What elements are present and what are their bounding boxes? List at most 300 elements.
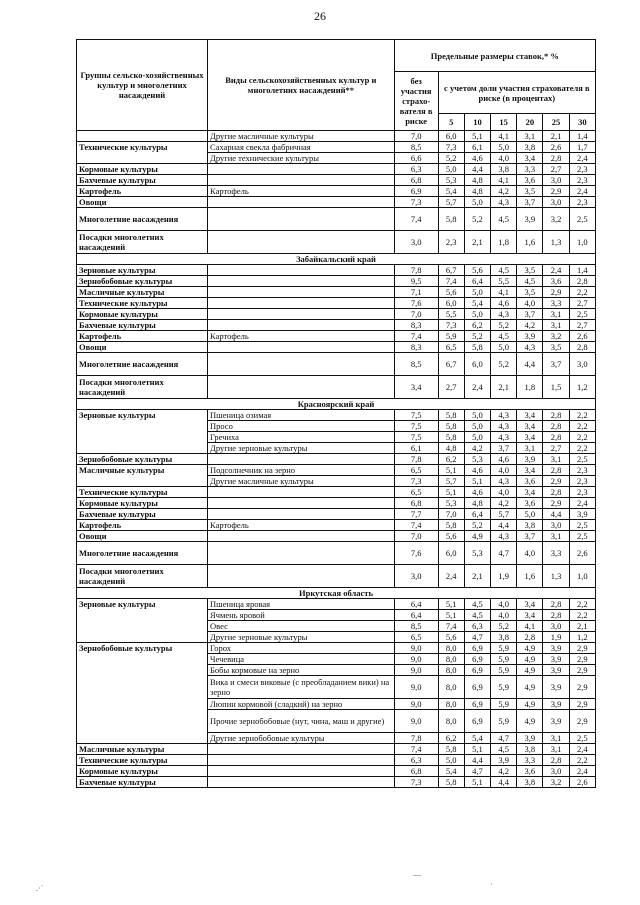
insurance-rates-table bbox=[76, 39, 596, 788]
rate-value: 3,5 bbox=[517, 265, 543, 276]
rate-value: 1,9 bbox=[491, 565, 517, 588]
scan-mark: — bbox=[413, 870, 421, 879]
table-row bbox=[77, 777, 596, 788]
rate-value: 4,3 bbox=[491, 432, 517, 443]
rate-value: 3,3 bbox=[517, 755, 543, 766]
rate-value: 2,4 bbox=[569, 766, 595, 777]
rate-value: 5,2 bbox=[438, 153, 464, 164]
rate-value: 3,9 bbox=[543, 710, 569, 733]
rate-no-participation: 7,7 bbox=[394, 509, 438, 520]
rate-no-participation: 6,6 bbox=[394, 153, 438, 164]
rate-value: 4,6 bbox=[464, 487, 490, 498]
rate-no-participation: 8,5 bbox=[394, 353, 438, 376]
crop-group: Овощи bbox=[77, 342, 208, 353]
rate-value: 8,0 bbox=[438, 654, 464, 665]
rate-value: 3,4 bbox=[517, 610, 543, 621]
rate-value: 3,9 bbox=[543, 654, 569, 665]
crop-type: Другие масличные культуры bbox=[208, 131, 395, 142]
crop-type bbox=[208, 487, 395, 498]
rate-value: 7,4 bbox=[438, 621, 464, 632]
rate-value: 3,6 bbox=[517, 498, 543, 509]
table-row bbox=[77, 599, 596, 610]
rate-value: 4,5 bbox=[491, 744, 517, 755]
rate-value: 1,7 bbox=[569, 142, 595, 153]
rate-value: 5,6 bbox=[438, 287, 464, 298]
scan-mark: · bbox=[490, 880, 493, 889]
crop-group: Многолетние насаждения bbox=[77, 353, 208, 376]
rate-value: 8,0 bbox=[438, 710, 464, 733]
rate-value: 2,8 bbox=[543, 755, 569, 766]
rate-value: 5,8 bbox=[438, 520, 464, 531]
rate-value: 1,3 bbox=[543, 231, 569, 254]
crop-group: Масличные культуры bbox=[77, 744, 208, 755]
rate-value: 2,9 bbox=[543, 476, 569, 487]
rate-value: 4,0 bbox=[491, 610, 517, 621]
rate-value: 3,8 bbox=[491, 632, 517, 643]
rate-value: 3,0 bbox=[543, 175, 569, 186]
rate-value: 7,3 bbox=[438, 142, 464, 153]
rate-value: 5,0 bbox=[491, 342, 517, 353]
rate-value: 5,5 bbox=[491, 276, 517, 287]
table-row bbox=[77, 643, 596, 654]
rate-value: 2,5 bbox=[569, 733, 595, 744]
rate-value: 4,6 bbox=[464, 465, 490, 476]
crop-group: Технические культуры bbox=[77, 298, 208, 309]
crop-group: Зернобобовые культуры bbox=[77, 454, 208, 465]
rate-value: 4,8 bbox=[464, 175, 490, 186]
table-row bbox=[77, 342, 596, 353]
rate-value: 3,1 bbox=[543, 454, 569, 465]
rate-value: 2,3 bbox=[438, 231, 464, 254]
rate-value: 5,8 bbox=[438, 777, 464, 788]
rate-value: 6,1 bbox=[464, 142, 490, 153]
crop-group: Технические культуры bbox=[77, 487, 208, 498]
crop-type: Другие масличные культуры bbox=[208, 476, 395, 487]
rate-value: 4,1 bbox=[517, 621, 543, 632]
rate-value: 5,9 bbox=[491, 654, 517, 665]
crop-group: Бахчевые культуры bbox=[77, 175, 208, 186]
crop-group: Посадки многолетних насаждений bbox=[77, 231, 208, 254]
rate-no-participation: 7,8 bbox=[394, 265, 438, 276]
rate-value: 5,5 bbox=[438, 309, 464, 320]
rate-value: 4,6 bbox=[491, 298, 517, 309]
rate-value: 3,9 bbox=[517, 454, 543, 465]
rate-value: 3,3 bbox=[543, 298, 569, 309]
region-name: Забайкальский край bbox=[77, 254, 596, 265]
table-row bbox=[77, 164, 596, 175]
rate-value: 2,9 bbox=[569, 643, 595, 654]
rate-value: 5,0 bbox=[438, 164, 464, 175]
crop-type: Прочие зернобобовые (нут, чина, маш и другие) bbox=[208, 710, 395, 733]
rate-value: 2,1 bbox=[464, 231, 490, 254]
rate-value: 5,4 bbox=[438, 186, 464, 197]
rate-value: 1,4 bbox=[569, 131, 595, 142]
rate-value: 3,1 bbox=[543, 733, 569, 744]
table-row bbox=[77, 276, 596, 287]
rate-value: 3,0 bbox=[543, 766, 569, 777]
crop-type: Сахарная свекла фабричная bbox=[208, 142, 395, 153]
rate-value: 2,8 bbox=[543, 432, 569, 443]
rate-value: 3,9 bbox=[517, 733, 543, 744]
rate-value: 3,4 bbox=[517, 421, 543, 432]
rate-value: 3,7 bbox=[491, 443, 517, 454]
rate-value: 3,5 bbox=[517, 186, 543, 197]
rate-no-participation: 8,3 bbox=[394, 320, 438, 331]
rate-value: 3,9 bbox=[543, 676, 569, 699]
rate-value: 2,9 bbox=[569, 654, 595, 665]
crop-type bbox=[208, 208, 395, 231]
rate-value: 4,2 bbox=[491, 498, 517, 509]
table-row bbox=[77, 410, 596, 421]
rate-value: 3,1 bbox=[543, 744, 569, 755]
rate-value: 2,4 bbox=[543, 265, 569, 276]
rate-value: 4,0 bbox=[491, 153, 517, 164]
rate-value: 2,8 bbox=[543, 410, 569, 421]
crop-group: Кормовые культуры bbox=[77, 498, 208, 509]
rate-value: 3,9 bbox=[517, 208, 543, 231]
rate-value: 3,9 bbox=[517, 331, 543, 342]
rate-value: 4,1 bbox=[491, 287, 517, 298]
crop-type bbox=[208, 376, 395, 399]
rate-value: 2,1 bbox=[543, 131, 569, 142]
rate-value: 2,4 bbox=[569, 744, 595, 755]
crop-type bbox=[208, 298, 395, 309]
crop-type: Пшеница озимая bbox=[208, 410, 395, 421]
rate-value: 6,0 bbox=[464, 353, 490, 376]
rate-value: 4,3 bbox=[491, 309, 517, 320]
rate-value: 6,9 bbox=[464, 676, 490, 699]
rate-value: 2,9 bbox=[569, 665, 595, 676]
header-types: Виды сельскохозяйственных культур и многолетних насаждений** bbox=[208, 40, 395, 131]
crop-type bbox=[208, 454, 395, 465]
rate-value: 2,2 bbox=[569, 610, 595, 621]
crop-type bbox=[208, 744, 395, 755]
table-row bbox=[77, 509, 596, 520]
rate-no-participation: 7,3 bbox=[394, 777, 438, 788]
rate-value: 5,3 bbox=[464, 454, 490, 465]
rate-value: 2,6 bbox=[569, 777, 595, 788]
rate-value: 2,9 bbox=[569, 699, 595, 710]
region-row bbox=[77, 399, 596, 410]
table-header bbox=[77, 40, 596, 131]
rate-value: 2,4 bbox=[569, 498, 595, 509]
rate-value: 5,9 bbox=[491, 665, 517, 676]
rate-value: 4,4 bbox=[517, 353, 543, 376]
rate-value: 2,4 bbox=[438, 565, 464, 588]
rate-value: 3,0 bbox=[543, 520, 569, 531]
rate-value: 1,2 bbox=[569, 376, 595, 399]
rate-value: 3,0 bbox=[543, 197, 569, 208]
rate-value: 5,0 bbox=[438, 755, 464, 766]
rate-no-participation: 6,4 bbox=[394, 599, 438, 610]
rate-value: 4,9 bbox=[517, 676, 543, 699]
crop-group: Картофель bbox=[77, 520, 208, 531]
crop-type: Чечевица bbox=[208, 654, 395, 665]
rate-value: 1,0 bbox=[569, 565, 595, 588]
rate-no-participation: 9,0 bbox=[394, 699, 438, 710]
crop-group: Технические культуры bbox=[77, 755, 208, 766]
rate-value: 3,9 bbox=[569, 509, 595, 520]
crop-type bbox=[208, 175, 395, 186]
crop-group: Овощи bbox=[77, 531, 208, 542]
table-row bbox=[77, 265, 596, 276]
rate-value: 3,8 bbox=[517, 744, 543, 755]
crop-type: Другие зернобобовые культуры bbox=[208, 733, 395, 744]
rate-value: 2,5 bbox=[569, 520, 595, 531]
rate-value: 2,1 bbox=[569, 621, 595, 632]
table-row bbox=[77, 142, 596, 153]
rate-value: 5,8 bbox=[438, 744, 464, 755]
rate-value: 4,5 bbox=[464, 610, 490, 621]
rate-no-participation: 6,5 bbox=[394, 465, 438, 476]
rate-value: 2,7 bbox=[438, 376, 464, 399]
scan-mark: .·´ bbox=[36, 884, 44, 893]
rate-value: 5,8 bbox=[438, 432, 464, 443]
table-row bbox=[77, 465, 596, 476]
rate-value: 4,2 bbox=[517, 320, 543, 331]
crop-type: Гречиха bbox=[208, 432, 395, 443]
rate-value: 3,9 bbox=[491, 755, 517, 766]
rate-value: 2,3 bbox=[569, 465, 595, 476]
rate-value: 5,7 bbox=[491, 509, 517, 520]
rate-value: 6,9 bbox=[464, 654, 490, 665]
rate-value: 5,0 bbox=[464, 287, 490, 298]
crop-group: Бахчевые культуры bbox=[77, 320, 208, 331]
rate-no-participation: 7,6 bbox=[394, 298, 438, 309]
rate-value: 1,2 bbox=[569, 632, 595, 643]
header-share: 10 bbox=[464, 114, 490, 131]
table-row bbox=[77, 353, 596, 376]
rate-value: 3,1 bbox=[517, 443, 543, 454]
rate-no-participation: 9,0 bbox=[394, 710, 438, 733]
rate-value: 2,9 bbox=[543, 498, 569, 509]
rate-value: 5,8 bbox=[438, 410, 464, 421]
crop-type bbox=[208, 197, 395, 208]
rate-value: 3,5 bbox=[543, 342, 569, 353]
rate-value: 2,1 bbox=[464, 565, 490, 588]
header-share: 25 bbox=[543, 114, 569, 131]
crop-type: Ячмень яровой bbox=[208, 610, 395, 621]
rate-no-participation: 7,3 bbox=[394, 197, 438, 208]
rate-value: 2,5 bbox=[569, 208, 595, 231]
table-row bbox=[77, 287, 596, 298]
crop-type: Люпин кормовой (сладкий) на зерно bbox=[208, 699, 395, 710]
rate-value: 5,0 bbox=[491, 142, 517, 153]
page-number: 26 bbox=[314, 9, 326, 23]
rate-value: 5,1 bbox=[438, 487, 464, 498]
table-row bbox=[77, 454, 596, 465]
rate-value: 2,4 bbox=[464, 376, 490, 399]
rate-value: 3,0 bbox=[569, 353, 595, 376]
rate-value: 6,0 bbox=[438, 298, 464, 309]
table-body bbox=[77, 131, 596, 788]
rate-value: 4,3 bbox=[491, 410, 517, 421]
crop-group: Технические культуры bbox=[77, 142, 208, 164]
crop-type: Картофель bbox=[208, 520, 395, 531]
rate-no-participation: 6,9 bbox=[394, 186, 438, 197]
rate-no-participation: 7,5 bbox=[394, 421, 438, 432]
rate-value: 5,2 bbox=[464, 520, 490, 531]
rate-value: 5,1 bbox=[464, 744, 490, 755]
crop-type bbox=[208, 755, 395, 766]
crop-type bbox=[208, 777, 395, 788]
crop-type bbox=[208, 531, 395, 542]
rate-no-participation: 7,4 bbox=[394, 520, 438, 531]
rate-value: 3,3 bbox=[517, 164, 543, 175]
rate-no-participation: 3,4 bbox=[394, 376, 438, 399]
crop-group: Кормовые культуры bbox=[77, 766, 208, 777]
crop-type: Овес bbox=[208, 621, 395, 632]
rate-value: 4,9 bbox=[517, 654, 543, 665]
rate-value: 2,8 bbox=[569, 276, 595, 287]
rate-no-participation: 7,6 bbox=[394, 542, 438, 565]
rate-no-participation: 7,8 bbox=[394, 733, 438, 744]
crop-type: Бобы кормовые на зерно bbox=[208, 665, 395, 676]
rate-value: 3,1 bbox=[543, 320, 569, 331]
rate-value: 6,9 bbox=[464, 710, 490, 733]
rate-value: 2,8 bbox=[543, 153, 569, 164]
crop-type: Другие технические культуры bbox=[208, 153, 395, 164]
rate-no-participation: 6,8 bbox=[394, 175, 438, 186]
rate-value: 4,3 bbox=[491, 421, 517, 432]
rate-value: 2,6 bbox=[569, 542, 595, 565]
crop-group: Посадки многолетних насаждений bbox=[77, 565, 208, 588]
rate-value: 2,8 bbox=[543, 465, 569, 476]
rate-value: 8,0 bbox=[438, 676, 464, 699]
crop-type bbox=[208, 353, 395, 376]
rate-value: 5,4 bbox=[464, 298, 490, 309]
rate-no-participation: 6,5 bbox=[394, 632, 438, 643]
crop-group: Зернобобовые культуры bbox=[77, 276, 208, 287]
rate-value: 3,6 bbox=[517, 175, 543, 186]
rate-value: 2,6 bbox=[543, 142, 569, 153]
rate-no-participation: 8,5 bbox=[394, 142, 438, 153]
rate-value: 4,7 bbox=[491, 542, 517, 565]
table-row bbox=[77, 542, 596, 565]
rate-value: 5,0 bbox=[464, 410, 490, 421]
rate-value: 4,8 bbox=[464, 498, 490, 509]
rate-value: 4,6 bbox=[464, 153, 490, 164]
rate-value: 4,7 bbox=[491, 733, 517, 744]
rate-value: 2,6 bbox=[569, 331, 595, 342]
rate-value: 3,0 bbox=[543, 621, 569, 632]
rate-value: 5,0 bbox=[517, 509, 543, 520]
crop-type bbox=[208, 287, 395, 298]
rate-value: 5,0 bbox=[464, 432, 490, 443]
rate-no-participation: 9,0 bbox=[394, 676, 438, 699]
rate-value: 3,6 bbox=[517, 476, 543, 487]
rate-value: 4,9 bbox=[517, 643, 543, 654]
rate-value: 3,7 bbox=[543, 353, 569, 376]
rate-value: 4,0 bbox=[491, 465, 517, 476]
rate-value: 7,0 bbox=[438, 509, 464, 520]
header-rates: Предельные размеры ставок,* % bbox=[394, 40, 595, 72]
crop-type: Горох bbox=[208, 643, 395, 654]
rate-value: 2,9 bbox=[569, 676, 595, 699]
rate-value: 6,2 bbox=[438, 454, 464, 465]
header-groups: Группы сельско-хозяйственных культур и многолетних насаждений bbox=[77, 40, 208, 131]
table-row bbox=[77, 531, 596, 542]
rate-value: 5,9 bbox=[438, 331, 464, 342]
rate-value: 4,9 bbox=[517, 665, 543, 676]
rate-value: 4,1 bbox=[491, 175, 517, 186]
rate-value: 2,8 bbox=[543, 421, 569, 432]
rate-no-participation: 6,4 bbox=[394, 610, 438, 621]
table-row bbox=[77, 487, 596, 498]
rate-no-participation: 9,0 bbox=[394, 665, 438, 676]
crop-group: Бахчевые культуры bbox=[77, 509, 208, 520]
rate-value: 4,5 bbox=[491, 208, 517, 231]
rate-value: 3,2 bbox=[543, 208, 569, 231]
rate-no-participation: 6,3 bbox=[394, 164, 438, 175]
table-row bbox=[77, 175, 596, 186]
table-row bbox=[77, 766, 596, 777]
crop-group: Овощи bbox=[77, 197, 208, 208]
rate-value: 5,8 bbox=[438, 421, 464, 432]
table-row bbox=[77, 231, 596, 254]
crop-type bbox=[208, 509, 395, 520]
rate-value: 5,1 bbox=[464, 777, 490, 788]
crop-type bbox=[208, 498, 395, 509]
rate-no-participation: 7,8 bbox=[394, 454, 438, 465]
rate-value: 2,7 bbox=[543, 164, 569, 175]
rate-value: 4,3 bbox=[491, 197, 517, 208]
rate-value: 4,0 bbox=[491, 487, 517, 498]
crop-group: Бахчевые культуры bbox=[77, 777, 208, 788]
crop-type bbox=[208, 542, 395, 565]
rate-value: 3,8 bbox=[517, 777, 543, 788]
rate-value: 5,8 bbox=[464, 342, 490, 353]
rate-value: 4,0 bbox=[517, 298, 543, 309]
rate-value: 3,2 bbox=[543, 777, 569, 788]
crop-group: Посадки многолетних насаждений bbox=[77, 376, 208, 399]
rate-value: 3,4 bbox=[517, 410, 543, 421]
rate-value: 2,3 bbox=[569, 476, 595, 487]
rate-value: 4,0 bbox=[491, 599, 517, 610]
rate-value: 5,4 bbox=[464, 733, 490, 744]
rate-value: 2,2 bbox=[569, 755, 595, 766]
rate-value: 1,8 bbox=[491, 231, 517, 254]
rate-value: 1,6 bbox=[517, 565, 543, 588]
rate-value: 2,4 bbox=[569, 186, 595, 197]
rate-value: 2,8 bbox=[543, 599, 569, 610]
rate-value: 3,4 bbox=[517, 487, 543, 498]
crop-type: Другие зерновые культуры bbox=[208, 632, 395, 643]
rate-value: 3,9 bbox=[543, 699, 569, 710]
rate-value: 3,5 bbox=[517, 287, 543, 298]
rate-value: 5,9 bbox=[491, 643, 517, 654]
crop-type: Подсолнечник на зерно bbox=[208, 465, 395, 476]
crop-type bbox=[208, 342, 395, 353]
rate-value: 2,7 bbox=[569, 298, 595, 309]
rate-value: 5,6 bbox=[438, 632, 464, 643]
rate-value: 8,0 bbox=[438, 699, 464, 710]
crop-group: Многолетние насаждения bbox=[77, 208, 208, 231]
region-name: Иркутская область bbox=[77, 588, 596, 599]
rate-value: 3,8 bbox=[517, 520, 543, 531]
rate-value: 1,3 bbox=[543, 565, 569, 588]
crop-group: Кормовые культуры bbox=[77, 309, 208, 320]
crop-type bbox=[208, 164, 395, 175]
rate-value: 3,7 bbox=[517, 197, 543, 208]
rate-value: 6,7 bbox=[438, 265, 464, 276]
rate-no-participation: 7,5 bbox=[394, 432, 438, 443]
rate-value: 4,4 bbox=[464, 164, 490, 175]
rate-value: 3,8 bbox=[517, 142, 543, 153]
crop-type: Другие зерновые культуры bbox=[208, 443, 395, 454]
rate-value: 5,9 bbox=[491, 710, 517, 733]
rate-value: 2,5 bbox=[569, 454, 595, 465]
